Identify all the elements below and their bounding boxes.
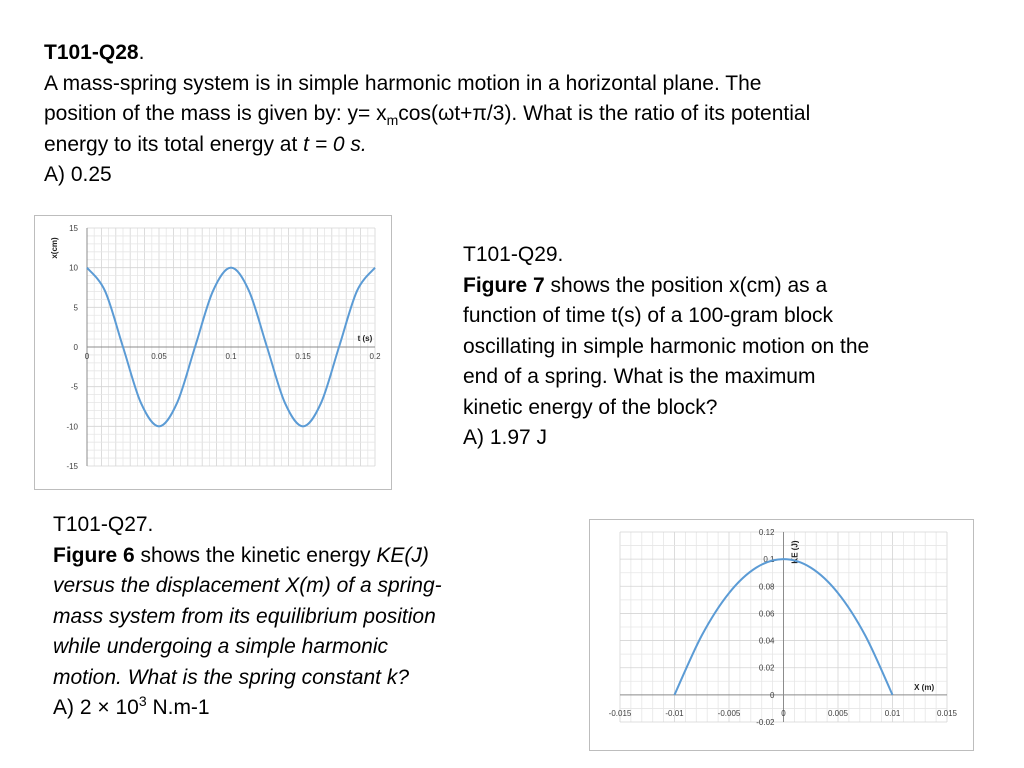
question-28-line: position of the mass is given by: $y= x_m\cos(\omega t+\pi/3)$. What is the ratio of its potential xyxy=(44,102,811,129)
question-27-answer: A) $2 \times 10^3$ N.m-1 xyxy=(53,693,210,719)
y-tick-label: 0.04 xyxy=(758,636,775,646)
figure-7-chart-frame xyxy=(34,215,392,490)
y-axis-title: KE (J) xyxy=(790,540,800,564)
y-tick-label: 15 xyxy=(69,224,78,233)
question-29-id: T101-Q29. xyxy=(463,243,564,266)
x-axis-title: X (m) xyxy=(914,682,935,692)
question-29-line: function of time t(s) of a 100-gram block xyxy=(463,304,833,327)
x-tick-label: 0 xyxy=(84,352,90,361)
question-27-line: while undergoing a simple harmonic xyxy=(53,635,389,658)
y-tick-label: 5 xyxy=(73,303,78,313)
y-tick-label: -10 xyxy=(66,422,78,432)
question-28-title: T101-Q28. xyxy=(44,41,145,64)
figure-6-chart-frame xyxy=(589,519,974,751)
x-tick-label: 0.005 xyxy=(827,708,849,718)
y-tick-label: 10 xyxy=(69,263,78,273)
y-tick-label: 0.02 xyxy=(758,663,775,673)
figure-6-label: Figure 6 xyxy=(53,543,135,567)
y-tick-label: -5 xyxy=(70,382,78,392)
y-tick-label: 0.08 xyxy=(758,582,775,592)
question-29 xyxy=(463,240,1003,454)
figure-6-chart xyxy=(590,520,973,750)
y-tick-label: 0.12 xyxy=(758,528,775,537)
figure-7-label: Figure 7 xyxy=(463,273,545,297)
x-tick-label: 0.1 xyxy=(225,352,237,361)
question-29-line: Figure 7 shows the position x(cm) as a xyxy=(463,273,828,297)
figure-7-chart xyxy=(35,216,391,489)
question-29-line: oscillating in simple harmonic motion on the xyxy=(463,334,870,358)
question-28-id: T101-Q28 xyxy=(44,41,139,64)
x-tick-label: 0.15 xyxy=(295,352,311,361)
x-tick-label: -0.005 xyxy=(717,708,741,718)
question-28-line: energy to its total energy at t = 0 s. xyxy=(44,132,367,156)
question-28 xyxy=(44,38,1004,191)
y-tick-label: 0 xyxy=(770,690,775,700)
y-tick-label: 0 xyxy=(73,343,78,352)
question-27-id: T101-Q27. xyxy=(53,513,154,536)
question-27 xyxy=(53,510,573,724)
question-27-line: mass system from its equilibrium position xyxy=(53,604,436,628)
x-tick-label: -0.015 xyxy=(608,708,632,718)
question-27-line: motion. What is the spring constant k? xyxy=(53,665,410,689)
question-29-answer: A) 1.97 J xyxy=(463,426,548,449)
y-axis-title: x(cm) xyxy=(50,237,59,259)
question-27-line: Figure 6 shows the kinetic energy KE(J) xyxy=(53,543,429,567)
question-28-answer: A) 0.25 xyxy=(44,163,112,186)
y-tick-label: 0.06 xyxy=(758,609,775,619)
question-29-line: end of a spring. What is the maximum xyxy=(463,365,816,388)
question-29-line: kinetic energy of the block? xyxy=(463,395,718,419)
x-tick-label: 0 xyxy=(781,708,786,718)
x-tick-label: 0.01 xyxy=(884,708,901,718)
x-tick-label: -0.01 xyxy=(665,708,684,718)
y-tick-label: 0.1 xyxy=(763,555,775,565)
x-axis-title: t (s) xyxy=(357,334,373,343)
x-tick-label: 0.015 xyxy=(936,708,958,718)
y-tick-label: -0.02 xyxy=(756,718,775,727)
x-tick-label: 0.05 xyxy=(151,352,167,361)
x-tick-label: 0.2 xyxy=(369,352,381,361)
y-tick-label: -15 xyxy=(66,462,78,471)
question-28-line: A mass-spring system is in simple harmonic motion in a horizontal plane. The xyxy=(44,71,762,95)
question-27-line: versus the displacement X(m) of a spring- xyxy=(53,574,442,597)
